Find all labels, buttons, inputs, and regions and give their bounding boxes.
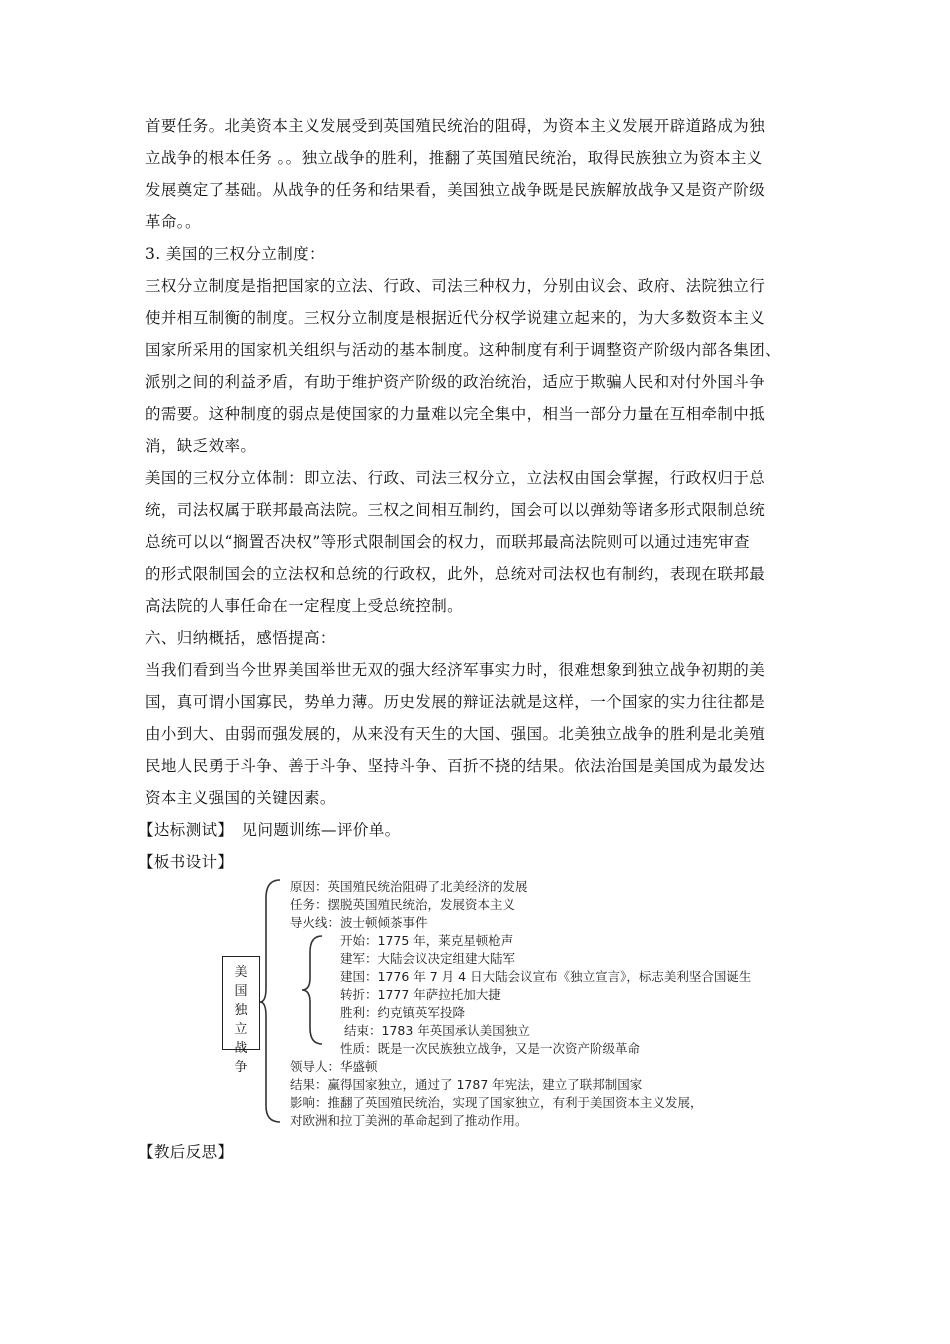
text-line: 消，缺乏效率。	[145, 437, 257, 455]
text-line: 【板书设计】	[138, 853, 234, 871]
diagram-line: 建国：1776 年 7 月 4 日大陆会议宣布《独立宣言》，标志美利坚合国诞生	[340, 969, 752, 984]
text-line: 的需要。这种制度的弱点是使国家的力量难以完全集中，相当一部分力量在互相牵制中抵	[145, 405, 766, 423]
text-line: 国，真可谓小国寡民，势单力薄。历史发展的辩证法就是这样，一个国家的实力往往都是	[145, 693, 766, 711]
diagram-line: 对欧洲和拉丁美洲的革命起到了推动作用。	[290, 1113, 528, 1128]
diagram-line: 导火线：波士顿倾茶事件	[290, 915, 428, 930]
diagram-title: 美 国 独 立 战 争	[234, 965, 248, 1075]
diagram-line: 结果：赢得国家独立，通过了 1787 年宪法，建立了联邦制国家	[290, 1077, 643, 1092]
text-line: 【达标测试】 见问题训练—评价单。	[138, 821, 401, 839]
text-line: 【教后反思】	[138, 1143, 234, 1161]
text-line: 由小到大、由弱而强发展的，从来没有天生的大国、强国。北美独立战争的胜利是北美殖	[145, 725, 766, 743]
text-line: 使并相互制衡的制度。三权分立制度是根据近代分权学说建立起来的，为大多数资本主义	[145, 309, 766, 327]
paragraph	[145, 622, 835, 654]
inner-brace	[302, 936, 322, 1044]
outer-brace	[260, 880, 280, 1122]
text-line: 3. 美国的三权分立制度：	[145, 245, 325, 263]
text-line: 当我们看到当今世界美国举世无双的强大经济军事实力时，很难想象到独立战争初期的美	[145, 661, 766, 679]
paragraph	[138, 1136, 828, 1168]
paragraph	[145, 238, 835, 270]
diagram-line: 原因：英国殖民统治阻碍了北美经济的发展	[290, 879, 528, 894]
text-line: 资本主义强国的关键因素。	[145, 789, 336, 807]
paragraph	[145, 462, 835, 622]
diagram-line: 转折：1777 年萨拉托加大捷	[340, 987, 501, 1002]
text-line: 派别之间的利益矛盾，有助于维护资产阶级的政治统治，适应于欺骗人民和对付外国斗争	[145, 373, 766, 391]
text-line: 总统可以以“搁置否决权”等形式限制国会的权力，而联邦最高法院则可以通过违宪审查	[145, 533, 750, 551]
text-line: 革命。。	[145, 213, 201, 231]
paragraph	[138, 846, 828, 878]
diagram-line: 性质：既是一次民族独立战争，又是一次资产阶级革命	[340, 1041, 641, 1056]
text-line: 三权分立制度是指把国家的立法、行政、司法三种权力，分别由议会、政府、法院独立行	[145, 277, 766, 295]
diagram-line: 影响：推翻了英国殖民统治，实现了国家独立，有利于美国资本主义发展，	[290, 1095, 703, 1110]
diagram-title-box	[222, 956, 260, 1075]
text-line: 民地人民勇于斗争、善于斗争、坚持斗争、百折不挠的结果。依法治国是美国成为最发达	[145, 757, 766, 775]
paragraph	[145, 270, 835, 462]
text-line: 发展奠定了基础。从战争的任务和结果看，美国独立战争既是民族解放战争又是资产阶级	[145, 181, 766, 199]
text-line: 立战争的根本任务 。。独立战争的胜利，推翻了英国殖民统治，取得民族独立为资本主义	[145, 149, 763, 167]
paragraph	[145, 654, 835, 814]
diagram-line: 建军：大陆会议决定组建大陆军	[340, 951, 516, 966]
text-line: 国家所采用的国家机关组织与活动的基本制度。这种制度有利于调整资产阶级内部各集团、	[145, 341, 782, 359]
diagram-line: 领导人：华盛顿	[290, 1059, 378, 1074]
diagram-line: 结束：1783 年英国承认美国独立	[344, 1023, 530, 1038]
paragraph	[138, 814, 828, 846]
text-line: 美国的三权分立体制：即立法、行政、司法三权分立，立法权由国会掌握，行政权归于总	[145, 469, 766, 487]
text-line: 六、归纳概括，感悟提高：	[145, 629, 336, 647]
text-line: 的形式限制国会的立法权和总统的行政权，此外，总统对司法权也有制约，表现在联邦最	[145, 565, 766, 583]
text-line: 统，司法权属于联邦最高法院。三权之间相互制约，国会可以以弹劾等诸多形式限制总统	[145, 501, 766, 519]
paragraph	[145, 110, 835, 238]
board-design-diagram	[218, 878, 838, 1128]
text-line: 首要任务。北美资本主义发展受到英国殖民统治的阻碍，为资本主义发展开辟道路成为独	[145, 117, 766, 135]
diagram-line: 任务：摆脱英国殖民统治，发展资本主义	[290, 897, 516, 912]
diagram-line: 胜利：约克镇英军投降	[340, 1005, 466, 1020]
text-line: 高法院的人事任命在一定程度上受总统控制。	[145, 597, 464, 615]
diagram-line: 开始：1775 年，莱克星顿枪声	[340, 933, 514, 948]
